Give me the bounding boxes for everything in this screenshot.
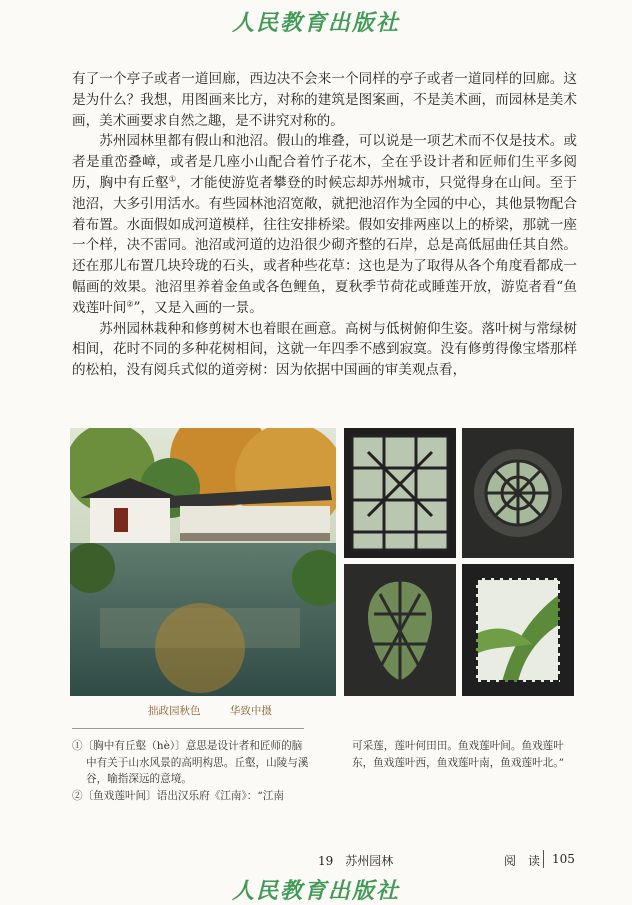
article-body bbox=[72, 69, 577, 381]
publisher-logo-top: 人民教育出版社 bbox=[231, 10, 400, 36]
page-number: 105 bbox=[552, 852, 575, 866]
footnote-ref-2: ② bbox=[126, 299, 134, 309]
lesson-title: 19 苏州园林 bbox=[318, 854, 394, 868]
footnote-ref-1: ① bbox=[168, 174, 177, 184]
footnote-divider bbox=[72, 728, 304, 729]
footnote-2-continued: 可采莲，莲叶何田田。鱼戏莲叶间。鱼戏莲叶东，鱼戏莲叶西，鱼戏莲叶南，鱼戏莲叶北。” bbox=[352, 740, 564, 769]
lattice-window-vase-photo bbox=[344, 564, 456, 696]
photo-group bbox=[70, 428, 574, 696]
photo-caption bbox=[148, 703, 298, 718]
lattice-window-banana-leaf-photo bbox=[462, 564, 574, 696]
paragraph-3: 苏州园林栽种和修剪树木也着眼在画意。高树与低树俯仰生姿。落叶树与常绿树相间，花时不同的多种花树相间，这就一年四季不感到寂寞。没有修剪得像宝塔那样的松柏，没有阅兵式似的道旁树：因为依据中国画的审美观点看， bbox=[72, 320, 577, 379]
footnotes-left-column bbox=[72, 738, 310, 804]
footnote-1: ①〔胸中有丘壑（hè）〕意思是设计者和匠师的脑中有关于山水风景的高明构思。丘壑，山陵与溪谷，喻指深远的意境。 bbox=[72, 740, 309, 785]
paragraph-1: 有了一个亭子或者一道回廊，西边决不会来一个同样的亭子或者一道同样的回廊。这是为什么？我想，用图画来比方，对称的建筑是图案画，不是美术画，而园林是美术画，美术画要求自然之趣，是不讲究对称的。 bbox=[72, 71, 577, 129]
caption-author: 华致中摄 bbox=[229, 705, 272, 717]
lattice-window-square-photo bbox=[344, 428, 456, 558]
publisher-logo-bottom: 人民教育出版社 bbox=[231, 878, 400, 904]
lattice-window-round-photo bbox=[462, 428, 574, 558]
footnotes-right-column bbox=[352, 738, 576, 771]
footnote-2-start: ②〔鱼戏莲叶间〕语出汉乐府《江南》：“江南 bbox=[72, 789, 284, 802]
section-label: 阅 读 bbox=[504, 854, 541, 868]
footer-separator bbox=[543, 850, 544, 868]
garden-autumn-photo bbox=[70, 428, 336, 696]
paragraph-2: 苏州园林里都有假山和池沼。假山的堆叠，可以说是一项艺术而不仅是技术。或者是重峦叠嶂，或者是几座小山配合着竹子花木，全在乎设计者和匠师们生平多阅历，胸中有丘壑①，才能使游览者攀登的时候忘却苏州城市，只觉得身在山间。至于池沼，大多引用活水。有些园林池沼宽敞，就把池沼作为全园的中心，其他景物配合着布置。水面假如成河道模样，往往安排桥梁。假如安排两座以上的桥梁，那就一座一个样，决不雷同。池沼或河道的边沿很少砌齐整的石岸，总是高低屈曲任其自然。还在那儿布置几块玲珑的石头，或者种些花草：这也是为了取得从各个角度看都成一幅画的效果。池沼里养着金鱼或各色鲤鱼，夏秋季节荷花或睡莲开放，游览者看“鱼戏莲叶间②”，又是入画的一景。 bbox=[72, 133, 578, 316]
caption-title: 拙政园秋色 bbox=[148, 705, 201, 717]
